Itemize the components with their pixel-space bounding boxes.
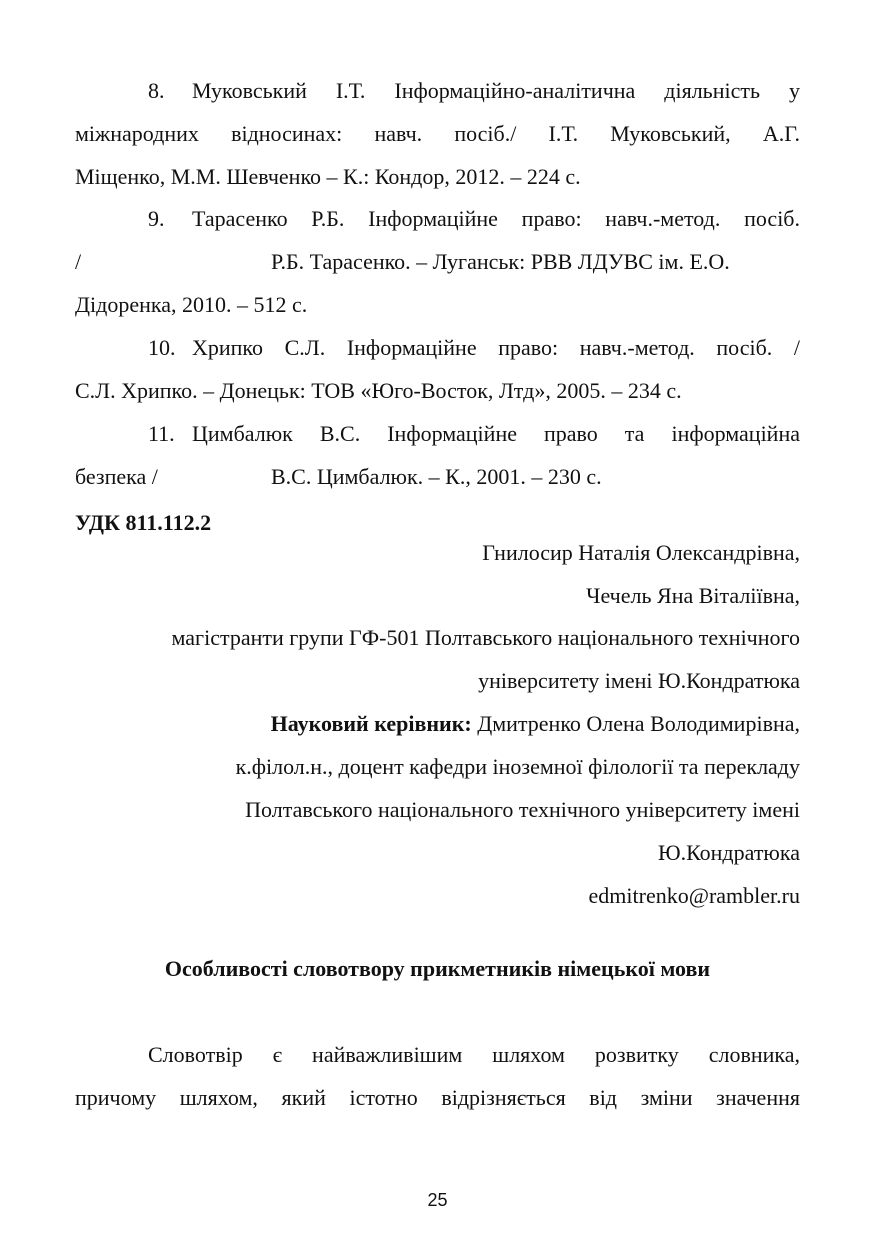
- supervisor-position: к.філол.н., доцент кафедри іноземної філології та перекладу: [235, 754, 800, 779]
- reference-8-line-2: міжнародних відносинах: навч. посіб./ І.Т. Муковський, А.Г.: [75, 121, 800, 146]
- reference-author-text: В.С. Цимбалюк. – К., 2001. – 230 с.: [271, 464, 602, 489]
- reference-number: 11.: [148, 421, 175, 446]
- affiliation-line-1: магістранти групи ГФ-501 Полтавського національного технічного: [171, 625, 800, 650]
- reference-author-text: Р.Б. Тарасенко. – Луганськ: РВВ ЛДУВС ім. Е.О.: [271, 249, 730, 274]
- reference-text: Цимбалюк В.С. Інформаційне право та інформаційна: [192, 421, 800, 446]
- page-number: 25: [427, 1190, 448, 1210]
- supervisor-name: Дмитренко Олена Володимирівна,: [471, 711, 800, 736]
- reference-10-line-1: [148, 334, 800, 362]
- reference-9-line-3: Дідоренка, 2010. – 512 с.: [75, 292, 308, 317]
- article-body-line-2: причому шляхом, який істотно відрізняється від зміни значення: [75, 1085, 800, 1110]
- udc-code: УДК 811.112.2: [75, 510, 212, 535]
- author-2: Чечель Яна Віталіївна,: [586, 583, 800, 608]
- reference-separator: /: [75, 249, 82, 274]
- reference-number: 8.: [148, 78, 165, 103]
- supervisor-affiliation: Полтавського національного технічного університету імені: [245, 797, 800, 822]
- reference-text: Тарасенко Р.Б. Інформаційне право: навч.-метод. посіб.: [192, 206, 800, 231]
- reference-text: Хрипко С.Л. Інформаційне право: навч.-метод. посіб. /: [192, 335, 800, 360]
- supervisor-label: Науковий керівник:: [270, 711, 472, 736]
- email-address: edmitrenko@rambler.ru: [588, 883, 800, 908]
- affiliation-line-2: університету імені Ю.Кондратюка: [478, 668, 800, 693]
- reference-text-start: безпека /: [75, 464, 158, 489]
- supervisor-line: [271, 710, 800, 738]
- article-title: Особливості словотвору прикметників німецької мови: [164, 956, 711, 981]
- reference-number: 9.: [148, 206, 165, 231]
- author-1: Гнилосир Наталія Олександрівна,: [482, 540, 800, 565]
- article-body-line-1: Словотвір є найважливішим шляхом розвитку словника,: [148, 1042, 800, 1067]
- reference-10-line-2: С.Л. Хрипко. – Донецьк: ТОВ «Юго-Восток, Лтд», 2005. – 234 с.: [75, 378, 682, 403]
- reference-9-line-1: [148, 205, 800, 233]
- reference-text: Муковський І.Т. Інформаційно-аналітична діяльність у: [192, 78, 800, 103]
- reference-number: 10.: [148, 335, 176, 360]
- reference-8-line-3: Міщенко, М.М. Шевченко – К.: Кондор, 2012. – 224 с.: [75, 164, 581, 189]
- reference-8-line-1: [148, 77, 800, 105]
- supervisor-university-name: Ю.Кондратюка: [657, 840, 800, 865]
- reference-11-line-1: [148, 420, 800, 448]
